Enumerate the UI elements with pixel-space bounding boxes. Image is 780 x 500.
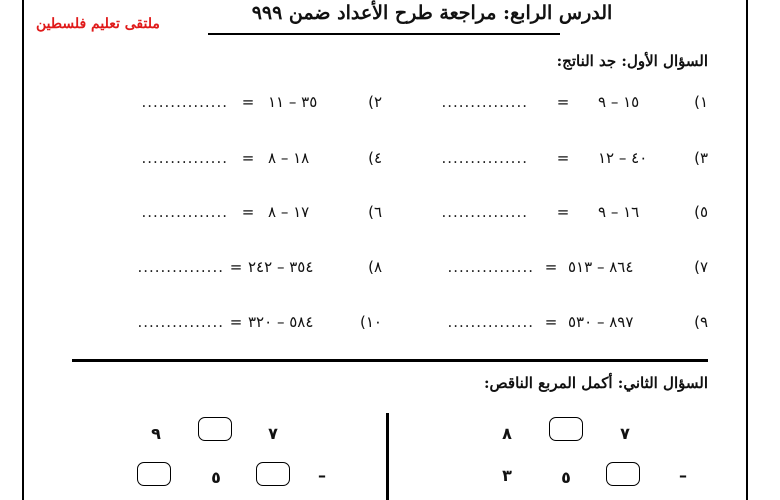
equals-sign: = <box>556 203 570 221</box>
exercise-expression: ٥٨٤ – ٣٢٠ <box>248 313 314 331</box>
equals-sign: = <box>241 149 255 167</box>
digit: ٥ <box>561 468 571 487</box>
exercise-number: ١٠) <box>360 313 382 331</box>
missing-digit-box[interactable] <box>137 462 171 486</box>
missing-digit-box[interactable] <box>198 417 232 441</box>
exercise-expression: ١٥ – ٩ <box>598 93 640 111</box>
digit: ٧ <box>620 424 630 443</box>
exercise-number: ٩) <box>694 313 708 331</box>
equals-sign: = <box>544 313 558 331</box>
answer-blank[interactable]: ............... <box>141 149 228 167</box>
equals-sign: = <box>241 93 255 111</box>
equals-sign: = <box>229 258 243 276</box>
question-1-heading: السؤال الأول: جد الناتج: <box>556 52 708 70</box>
exercise-expression: ٣٥ – ١١ <box>268 93 318 111</box>
missing-digit-box[interactable] <box>606 462 640 486</box>
exercise-2 <box>141 91 382 113</box>
digit: ٧ <box>268 424 278 443</box>
exercise-expression: ٨٩٧ – ٥٣٠ <box>568 313 634 331</box>
page-border-right <box>746 0 748 500</box>
exercise-3 <box>441 147 708 169</box>
missing-digit-box[interactable] <box>256 462 290 486</box>
digit: ٥ <box>211 468 221 487</box>
equals-sign: = <box>544 258 558 276</box>
page-title: الدرس الرابع: مراجعة طرح الأعداد ضمن ٩٩٩ <box>251 2 613 24</box>
brand-label: ملتقى تعليم فلسطين <box>36 16 160 32</box>
answer-blank[interactable]: ............... <box>141 203 228 221</box>
exercise-expression: ٤٠ – ١٢ <box>598 149 648 167</box>
missing-digit-box[interactable] <box>549 417 583 441</box>
exercise-number: ٧) <box>694 258 708 276</box>
equals-sign: = <box>556 93 570 111</box>
problems-divider <box>386 413 389 500</box>
digit: ٣ <box>502 466 512 485</box>
exercise-expression: ١٧ – ٨ <box>268 203 310 221</box>
exercise-number: ٦) <box>368 203 382 221</box>
exercise-expression: ٨٦٤ – ٥١٣ <box>568 258 634 276</box>
exercise-number: ٤) <box>368 149 382 167</box>
equals-sign: = <box>229 313 243 331</box>
exercise-expression: ١٦ – ٩ <box>598 203 640 221</box>
answer-blank[interactable]: ............... <box>441 93 528 111</box>
digit: ٩ <box>151 424 161 443</box>
minus-sign: – <box>318 466 326 485</box>
exercise-number: ٥) <box>694 203 708 221</box>
equals-sign: = <box>241 203 255 221</box>
exercise-7 <box>447 256 708 278</box>
exercise-expression: ١٨ – ٨ <box>268 149 310 167</box>
exercise-9 <box>447 311 708 333</box>
exercise-10 <box>137 311 382 333</box>
exercise-number: ٨) <box>368 258 382 276</box>
minus-sign: – <box>679 466 687 485</box>
title-underline <box>208 33 560 35</box>
answer-blank[interactable]: ............... <box>447 258 534 276</box>
exercise-expression: ٣٥٤ – ٢٤٢ <box>248 258 314 276</box>
exercise-8 <box>137 256 382 278</box>
exercise-1 <box>441 91 708 113</box>
exercise-number: ٣) <box>694 149 708 167</box>
equals-sign: = <box>556 149 570 167</box>
exercise-6 <box>141 201 382 223</box>
page-border-left <box>22 0 24 500</box>
section-divider <box>72 359 708 362</box>
answer-blank[interactable]: ............... <box>441 149 528 167</box>
answer-blank[interactable]: ............... <box>137 258 224 276</box>
answer-blank[interactable]: ............... <box>447 313 534 331</box>
exercise-number: ٢) <box>368 93 382 111</box>
answer-blank[interactable]: ............... <box>141 93 228 111</box>
question-2-heading: السؤال الثاني: أكمل المربع الناقص: <box>484 374 708 392</box>
digit: ٨ <box>502 424 512 443</box>
exercise-number: ١) <box>694 93 708 111</box>
answer-blank[interactable]: ............... <box>137 313 224 331</box>
answer-blank[interactable]: ............... <box>441 203 528 221</box>
exercise-5 <box>441 201 708 223</box>
exercise-4 <box>141 147 382 169</box>
